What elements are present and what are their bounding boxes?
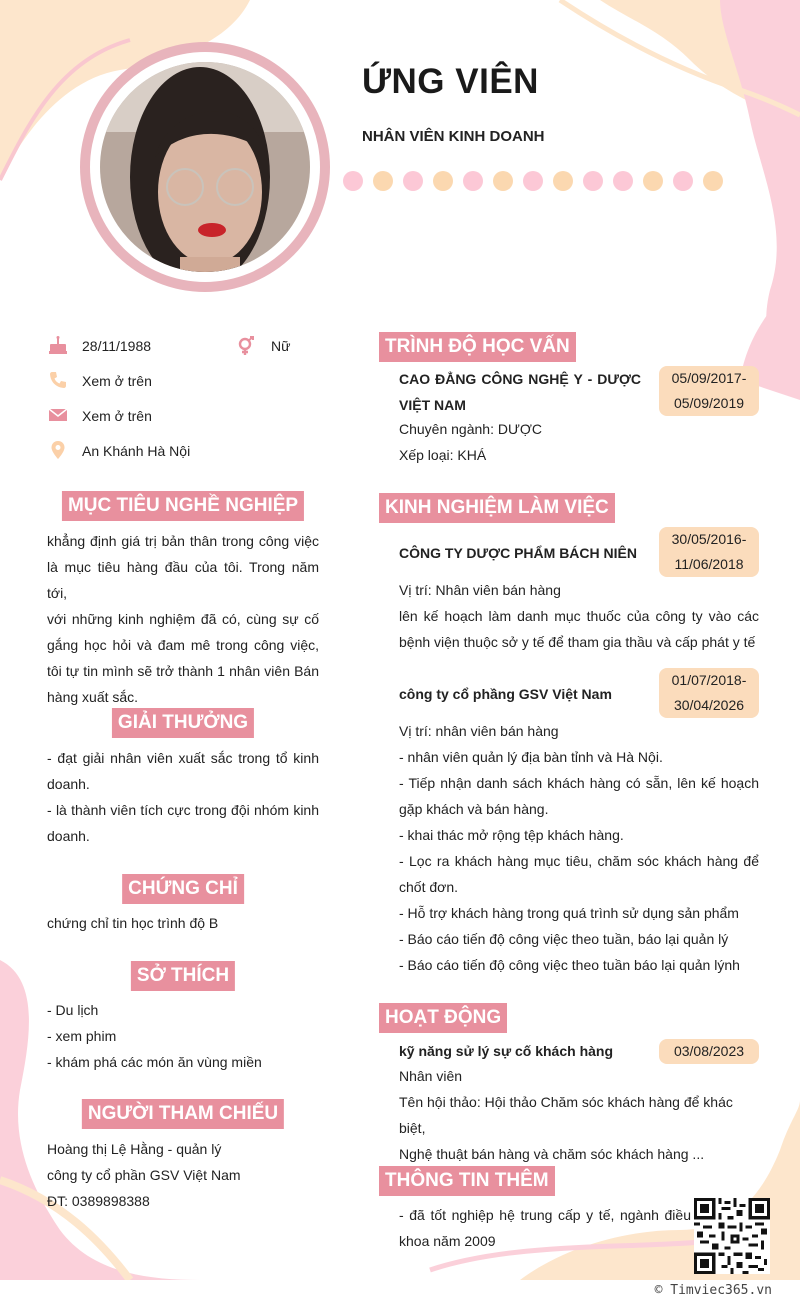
job-date-badge <box>659 527 759 577</box>
activities-title: HOẠT ĐỘNG <box>379 1003 507 1033</box>
dot <box>493 171 513 191</box>
text-line: ĐT: 0389898388 <box>47 1193 150 1209</box>
gender-value: Nữ <box>271 338 291 354</box>
activity-description <box>399 1063 761 1167</box>
text-line: - Báo cáo tiến độ công việc theo tuần báo lại quản lýnh <box>399 957 740 973</box>
text-line: chứng chỉ tin học trình độ B <box>47 915 219 931</box>
dot <box>523 171 543 191</box>
candidate-name: ỨNG VIÊN <box>362 62 539 101</box>
cake-icon <box>48 335 68 355</box>
footer <box>0 1280 800 1306</box>
certificates-title: CHỨNG CHỈ <box>122 874 244 904</box>
references-text <box>47 1136 319 1214</box>
dot <box>403 171 423 191</box>
dot <box>373 171 393 191</box>
text-line: VIỆT NAM <box>399 397 466 413</box>
text-line: khoa năm 2009 <box>399 1233 496 1249</box>
text-line: bệnh viện thuộc sở y tế để tham gia thầu và cấp phát y tế <box>399 634 756 650</box>
avatar-photo-icon <box>100 62 310 272</box>
job-date-badge <box>659 668 759 718</box>
job-description <box>399 718 759 978</box>
awards-title: GIẢI THƯỞNG <box>112 708 254 738</box>
dot <box>613 171 633 191</box>
text-line: - Lọc ra khách hàng mục tiêu, chăm sóc khách hàng để <box>399 853 759 869</box>
text-line: Tên hội thảo: Hội thảo Chăm sóc khách hàng để khác biệt, <box>399 1094 733 1136</box>
text-line: với những kinh nghiệm đã có, cùng sự cố <box>47 611 319 627</box>
text-line: khẳng định giá trị bản thân trong công việc <box>47 533 319 549</box>
text-line: - đã tốt nghiệp hệ trung cấp y tế, ngành điều <box>399 1207 691 1223</box>
text-line: Nghệ thuật bán hàng và chăm sóc khách hàng ... <box>399 1146 705 1162</box>
text-line: Hoàng thị Lệ Hằng - quản lý <box>47 1141 222 1157</box>
location-pin-icon <box>48 440 68 460</box>
objective-text <box>47 528 319 710</box>
site-credit[interactable]: © Timviec365.vn <box>654 1283 772 1298</box>
text-line: gắng học hỏi và đam mê trong công việc, <box>47 637 319 653</box>
dot <box>463 171 483 191</box>
phone-value: Xem ở trên <box>82 373 152 389</box>
decorative-dots <box>343 171 723 191</box>
text-line: Vị trí: Nhân viên bán hàng <box>399 582 561 598</box>
avatar <box>100 62 310 272</box>
education-title: TRÌNH ĐỘ HỌC VẤN <box>379 332 576 362</box>
text-line: - Hỗ trợ khách hàng trong quá trình sử dụng sản phẩm <box>399 905 739 921</box>
text-line: chốt đơn. <box>399 879 458 895</box>
education-major: Chuyên ngành: DƯỢC <box>399 421 543 437</box>
dot <box>553 171 573 191</box>
dot <box>343 171 363 191</box>
text-line: doanh. <box>47 828 90 844</box>
email-value: Xem ở trên <box>82 408 152 424</box>
text-line: - Tiếp nhận danh sách khách hàng có sẵn, lên kế hoạch <box>399 775 759 791</box>
job-position: NHÂN VIÊN KINH DOANH <box>362 128 545 145</box>
text-line: - nhân viên quản lý địa bàn tỉnh và Hà Nội. <box>399 749 663 765</box>
education-date-badge <box>659 366 759 416</box>
birthday-value: 28/11/1988 <box>82 338 152 354</box>
text-line: gặp khách và bán hàng. <box>399 801 549 817</box>
education-grade: Xếp loại: KHÁ <box>399 447 487 463</box>
certificates-text <box>47 910 319 936</box>
phone-icon <box>48 370 68 390</box>
date-line: 05/09/2017- <box>671 370 747 386</box>
experience-title: KINH NGHIỆM LÀM VIỆC <box>379 493 615 523</box>
additional-title: THÔNG TIN THÊM <box>379 1166 555 1196</box>
dot <box>673 171 693 191</box>
dot <box>433 171 453 191</box>
text-line: - khám phá các món ăn vùng miền <box>47 1054 262 1070</box>
hobbies-text <box>47 997 319 1075</box>
job-company: CÔNG TY DƯỢC PHẨM BÁCH NIÊN <box>399 545 637 561</box>
text-line: - khai thác mở rộng tệp khách hàng. <box>399 827 624 843</box>
dot <box>703 171 723 191</box>
activity-date-badge: 03/08/2023 <box>659 1039 759 1064</box>
references-title: NGƯỜI THAM CHIẾU <box>82 1099 284 1129</box>
text-line: - Báo cáo tiến độ công việc theo tuần, báo lại quản lý <box>399 931 729 947</box>
mail-icon <box>48 405 68 425</box>
text-line: Vị trí: nhân viên bán hàng <box>399 723 559 739</box>
text-line: - là thành viên tích cực trong đội nhóm kinh <box>47 802 319 818</box>
dot <box>643 171 663 191</box>
text-line: doanh. <box>47 776 90 792</box>
text-line: - xem phim <box>47 1028 117 1044</box>
qr-code-icon <box>694 1198 770 1274</box>
hobbies-title: SỞ THÍCH <box>131 961 235 991</box>
date-line: 05/09/2019 <box>673 395 745 411</box>
text-line: - Du lịch <box>47 1002 99 1018</box>
gender-icon <box>236 336 256 356</box>
activity-name: kỹ năng sử lý sự cố khách hàng <box>399 1043 614 1059</box>
text-line: CAO ĐẲNG CÔNG NGHỆ Y - DƯỢC <box>399 371 641 387</box>
objective-title: MỤC TIÊU NGHỀ NGHIỆP <box>62 491 304 521</box>
dot <box>583 171 603 191</box>
text-line: - đạt giải nhân viên xuất sắc trong tổ kinh <box>47 750 319 766</box>
text-line: lên kế hoạch làm danh mục thuốc của công ty vào các <box>399 608 759 624</box>
job-company: công ty cổ phầng GSV Việt Nam <box>399 686 612 702</box>
date-line: 30/04/2026 <box>673 697 745 713</box>
date-line: 01/07/2018- <box>671 672 747 688</box>
education-school <box>399 366 641 418</box>
awards-text <box>47 745 319 849</box>
text-line: công ty cổ phần GSV Việt Nam <box>47 1167 241 1183</box>
date-line: 30/05/2016- <box>671 531 747 547</box>
address-value: An Khánh Hà Nội <box>82 443 191 459</box>
date-line: 11/06/2018 <box>674 556 744 572</box>
text-line: tôi tự tin mình sẽ trở thành 1 nhân viên Bán <box>47 663 319 679</box>
text-line: hàng xuất sắc. <box>47 689 139 705</box>
additional-text <box>399 1202 691 1254</box>
text-line: là mục tiêu hàng đầu của tôi. Trong năm tới, <box>47 559 319 601</box>
job-description <box>399 577 759 655</box>
text-line: Nhân viên <box>399 1068 463 1084</box>
